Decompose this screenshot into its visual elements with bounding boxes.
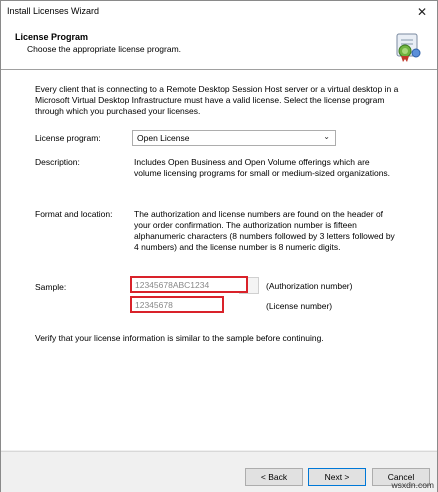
wizard-footer xyxy=(1,451,437,492)
description-text: Includes Open Business and Open Volume offerings which are volume licensing programs for small or medium-sized organizations. xyxy=(134,157,391,178)
intro-text: Every client that is connecting to a Remote Desktop Session Host server or a virtual desktop in a Microsoft Virtual Desktop Infrastructure must have a valid license. Select the license program through which you purchased your licenses. xyxy=(35,84,399,116)
wizard-header xyxy=(1,23,437,70)
watermark: wsxdn.com xyxy=(391,480,434,490)
format-label: Format and location: xyxy=(35,209,113,219)
format-text: The authorization and license numbers are found on the header of your order confirmation. The authorization number is fifteen alphanumeric characters (8 numbers followed by 3 letters followed by 4 numbers) and the license number is 8 numeric digits. xyxy=(134,209,395,252)
license-program-select[interactable] xyxy=(132,130,336,146)
close-button[interactable]: ✕ xyxy=(416,5,428,19)
next-button[interactable]: Next > xyxy=(308,468,366,486)
window-title: Install Licenses Wizard xyxy=(7,6,100,16)
title-bar xyxy=(1,1,437,23)
license-caption: (License number) xyxy=(266,301,333,311)
license-sample-field xyxy=(130,296,224,313)
license-program-value: Open License xyxy=(137,133,190,143)
authorization-caption: (Authorization number) xyxy=(266,281,353,291)
description-label: Description: xyxy=(35,157,80,167)
license-sample-value: 12345678 xyxy=(135,300,173,310)
chevron-down-icon: ⌄ xyxy=(323,132,330,141)
license-program-label: License program: xyxy=(35,133,101,143)
sample-label: Sample: xyxy=(35,282,67,292)
certificate-icon xyxy=(393,31,423,63)
back-button[interactable]: < Back xyxy=(245,468,303,486)
page-subtitle: Choose the appropriate license program. xyxy=(27,44,182,54)
authorization-sample-field xyxy=(130,276,248,293)
authorization-sample-value: 12345678ABC1234 xyxy=(135,280,210,290)
verify-text: Verify that your license information is similar to the sample before continuing. xyxy=(35,333,324,343)
page-title: License Program xyxy=(15,32,89,42)
wizard-content xyxy=(1,70,437,450)
cancel-button[interactable]: Cancel xyxy=(372,468,430,486)
